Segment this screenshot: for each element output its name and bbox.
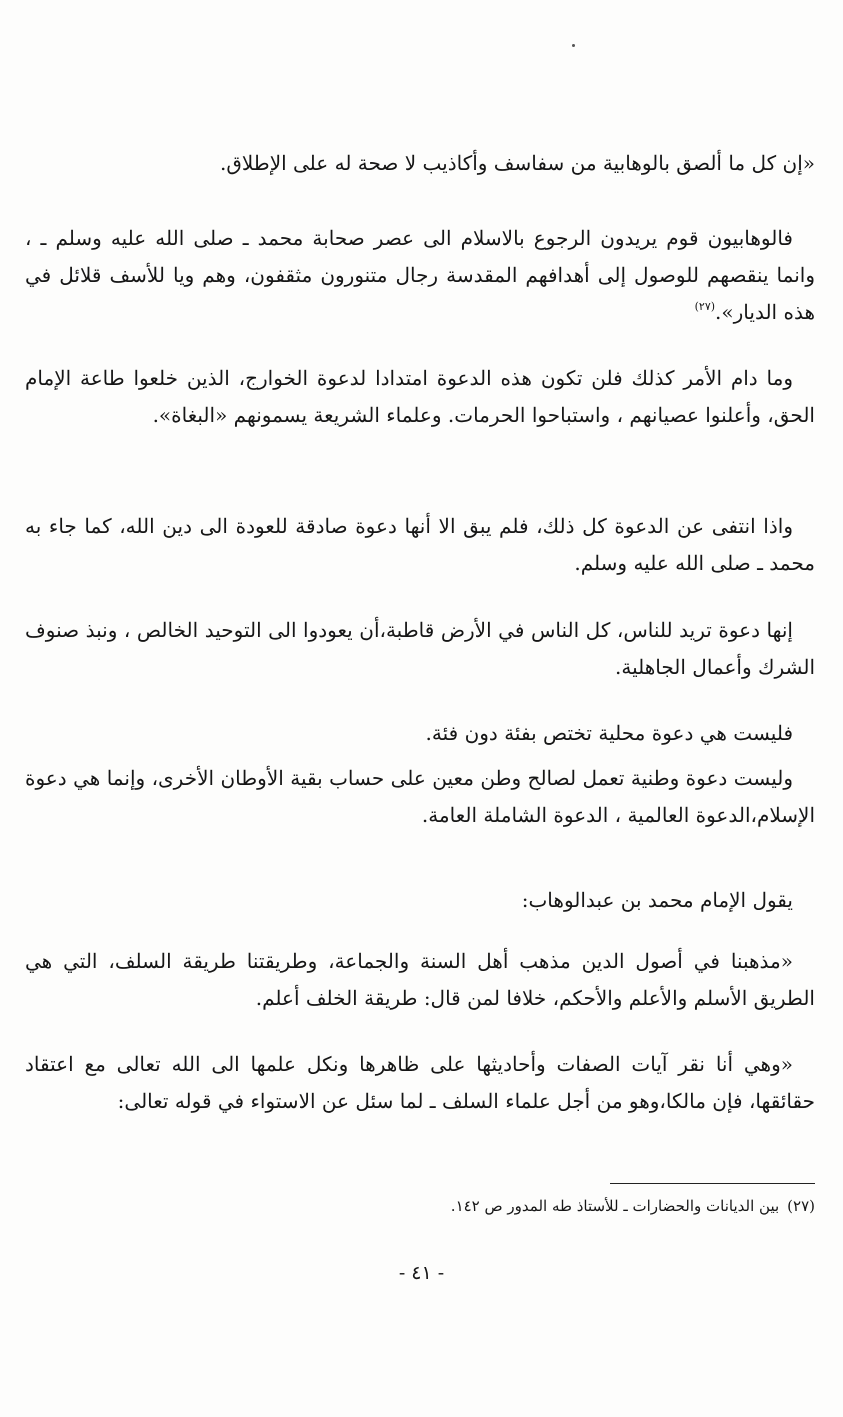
footnote-reference[interactable]: (٢٧): [694, 300, 716, 313]
paragraph-text: يقول الإمام محمد بن عبدالوهاب:: [521, 888, 793, 912]
paragraph-text: «وهي أنا نقر آيات الصفات وأحاديثها على ظاهرها ونكل علمها الى الله تعالى مع اعتقاد حقائقها، فإن مالكا،وهو من أجل علماء السلف ـ لما سئل عن الاستواء في قوله تعالى:: [25, 1052, 815, 1113]
footnote-text: بين الديانات والحضارات ـ للأستاذ طه المدور ص ١٤٢.: [450, 1197, 780, 1215]
paragraph-attributes: [25, 1046, 815, 1120]
paragraph-text: فالوهابيون قوم يريدون الرجوع بالاسلام الى عصر صحابة محمد ـ صلى الله عليه وسلم ـ ، وانما ينقصهم للوصول إلى أهدافهم المقدسة رجال متنورون مثقفون، وهم ويا للأسف قلائل في هذه الديار».: [25, 226, 815, 324]
footnote-separator: [610, 1183, 815, 1184]
paragraph-khawarij: [25, 360, 815, 434]
paragraph-text: واذا انتفى عن الدعوة كل ذلك، فلم يبق الا أنها دعوة صادقة للعودة الى دين الله، كما جاء به محمد ـ صلى الله عليه وسلم.: [25, 514, 815, 575]
paragraph-true-call: [25, 508, 815, 582]
paragraph-text: وما دام الأمر كذلك فلن تكون هذه الدعوة امتدادا لدعوة الخوارج، الذين خلعوا طاعة الإمام الحق، وأعلنوا عصيانهم ، واستباحوا الحرمات. وعلماء الشريعة يسمونهم «البغاة».: [25, 366, 815, 427]
paragraph-text: «إن كل ما ألصق بالوهابية من سفاسف وأكاذيب لا صحة له على الإطلاق.: [219, 151, 815, 175]
paragraph-text: فليست هي دعوة محلية تختص بفئة دون فئة.: [425, 721, 793, 745]
paragraph-text: إنها دعوة تريد للناس، كل الناس في الأرض قاطبة،أن يعودوا الى التوحيد الخالص ، ونبذ صنوف الشرك وأعمال الجاهلية.: [25, 618, 815, 679]
paragraph-imam-says: [25, 882, 815, 919]
footnote-number: (٢٧): [787, 1197, 815, 1215]
paragraph-creed: [25, 943, 815, 1017]
scan-speck: [572, 44, 575, 47]
page-number: - ٤١ -: [398, 1262, 445, 1284]
paragraph-not-national: [25, 760, 815, 834]
footnote: [25, 1194, 815, 1218]
paragraph-text: «مذهبنا في أصول الدين مذهب أهل السنة والجماعة، وطريقتنا طريقة السلف، التي هي الطريق الأسلم والأعلم والأحكم، خلافا لمن قال: طريقة الخلف أعلم.: [25, 949, 815, 1010]
paragraph-tawhid: [25, 612, 815, 686]
paragraph-not-local: [25, 715, 815, 752]
paragraph-text: وليست دعوة وطنية تعمل لصالح وطن معين على حساب بقية الأوطان الأخرى، وإنما هي دعوة الإسلام،الدعوة العالمية ، الدعوة الشاملة العامة.: [25, 766, 815, 827]
paragraph-quote-intro: [25, 145, 815, 182]
paragraph-wahhabis: [25, 220, 815, 331]
